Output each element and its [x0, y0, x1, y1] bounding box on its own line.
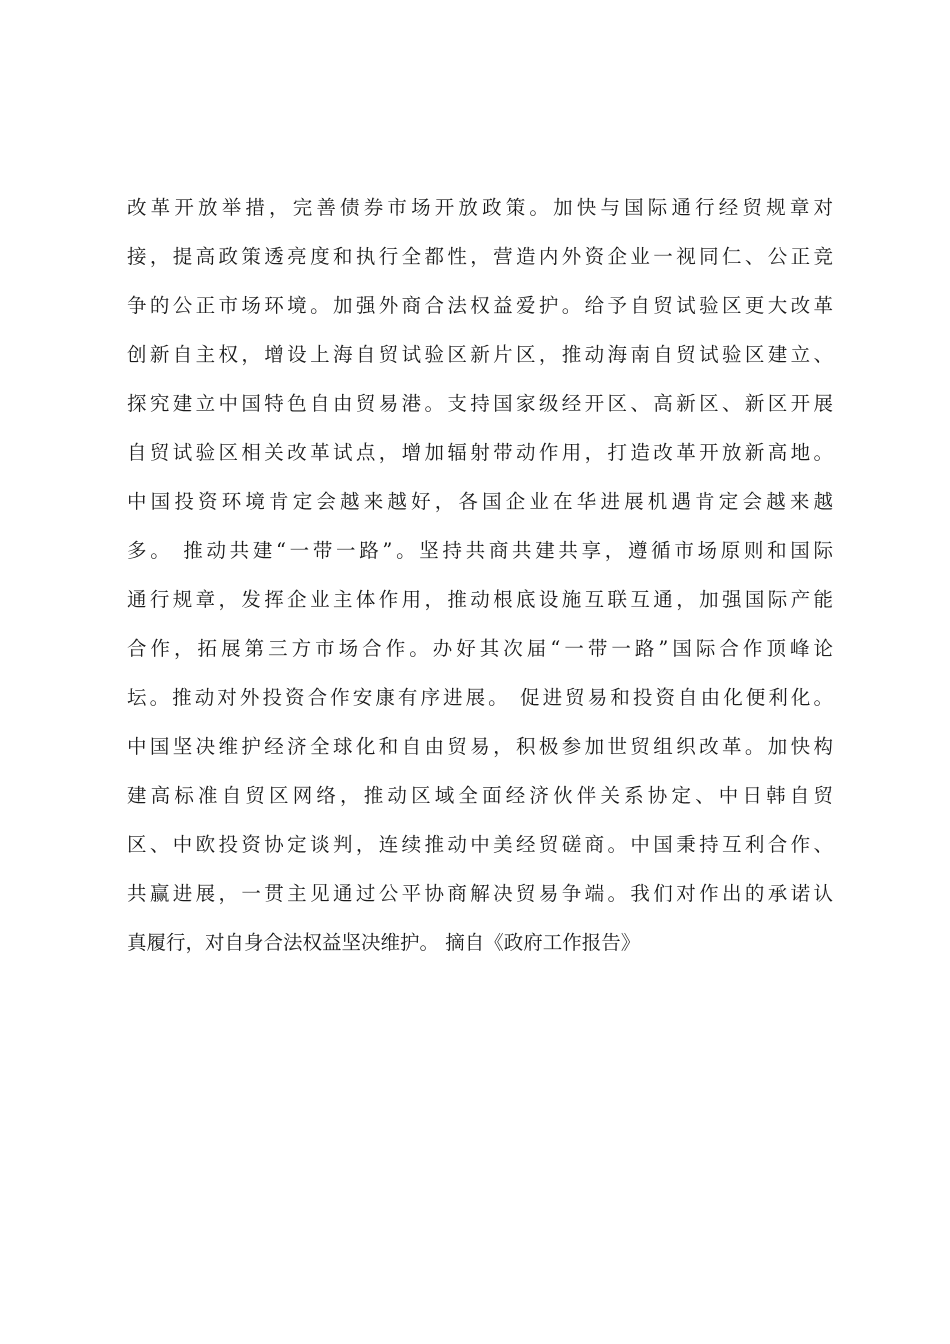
text-line-3: 争的公正市场环境。加强外商合法权益爱护。给予自贸试验区更大改革 [127, 294, 833, 317]
text-line-1: 改革开放举措，完善债券市场开放政策。加快与国际通行经贸规章对 [127, 196, 833, 219]
text-line-6: 自贸试验区相关改革试点，增加辐射带动作用，打造改革开放新高地。 [127, 441, 833, 464]
text-line-13: 建高标准自贸区网络，推动区域全面经济伙伴关系协定、中日韩自贸 [127, 784, 833, 807]
text-line-5: 探究建立中国特色自由贸易港。支持国家级经开区、高新区、新区开展 [127, 392, 833, 415]
body-paragraph [127, 183, 833, 967]
text-line-9: 通行规章，发挥企业主体作用，推动根底设施互联互通，加强国际产能 [127, 588, 833, 611]
text-line-14: 区、中欧投资协定谈判，连续推动中美经贸磋商。中国秉持互利合作、 [127, 833, 833, 856]
text-line-16: 真履行，对自身合法权益坚决维护。 摘自《政府工作报告》 [127, 931, 641, 954]
text-line-7: 中国投资环境肯定会越来越好，各国企业在华进展机遇肯定会越来越 [127, 490, 833, 513]
text-line-2: 接，提高政策透亮度和执行全都性，营造内外资企业一视同仁、公正竞 [127, 245, 833, 268]
text-line-8: 多。 推动共建“一带一路”。坚持共商共建共享，遵循市场原则和国际 [127, 539, 833, 562]
text-line-4: 创新自主权，增设上海自贸试验区新片区，推动海南自贸试验区建立、 [127, 343, 833, 366]
text-line-15: 共赢进展，一贯主见通过公平协商解决贸易争端。我们对作出的承诺认 [127, 882, 833, 905]
text-line-11: 坛。推动对外投资合作安康有序进展。 促进贸易和投资自由化便利化。 [127, 686, 833, 709]
text-line-12: 中国坚决维护经济全球化和自由贸易，积极参加世贸组织改革。加快构 [127, 735, 833, 758]
text-line-10: 合作，拓展第三方市场合作。办好其次届“一带一路”国际合作顶峰论 [127, 637, 833, 660]
